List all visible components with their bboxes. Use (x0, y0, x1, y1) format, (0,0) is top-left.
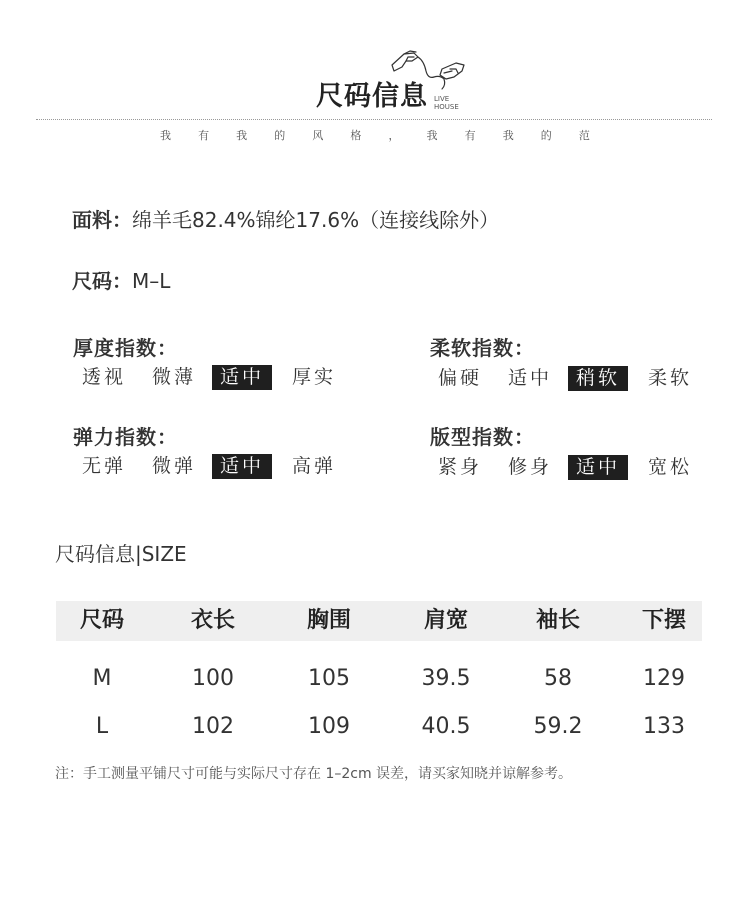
logo-text-line1: LIVE (434, 95, 450, 103)
logo-text (434, 95, 459, 111)
fabric-value: 绵羊毛82.4%锦纶17.6%（连接线除外） (132, 208, 500, 232)
slogan-char: 我 (160, 129, 171, 142)
logo-text-line2: HOUSE (434, 103, 459, 111)
table-cell: M (92, 666, 112, 691)
size-table-header-cell: 下摆 (641, 608, 686, 633)
table-cell: 109 (308, 714, 350, 739)
size-table-header-cell: 尺码 (79, 608, 124, 633)
size-table-header-cell: 胸围 (306, 608, 351, 633)
measurement-note: 注：手工测量平铺尺寸可能与实际尺寸存在 1–2cm 误差，请买家知晓并谅解参考。 (55, 766, 573, 782)
table-cell: 58 (544, 666, 572, 691)
slogan-char: 格 (350, 129, 362, 142)
thickness-option-selected: 适中 (212, 365, 272, 390)
elasticity-option: 高弹 (292, 455, 337, 477)
softness-option: 偏硬 (438, 367, 483, 389)
elasticity-index-title: 弹力指数： (73, 425, 178, 449)
slogan-char: 我 (502, 129, 514, 142)
table-cell: 59.2 (533, 714, 583, 739)
elasticity-option: 微弹 (152, 455, 197, 477)
table-cell: 39.5 (421, 666, 471, 691)
size-range-label: 尺码： (72, 269, 132, 293)
fit-option-selected: 适中 (568, 455, 628, 480)
softness-index-options (375, 366, 750, 394)
elasticity-index-options (0, 454, 375, 482)
softness-option-selected: 稍软 (568, 366, 628, 391)
fit-option: 紧身 (438, 456, 483, 478)
thickness-index-title: 厚度指数： (73, 336, 178, 360)
size-table-heading: 尺码信息|SIZE (55, 542, 187, 566)
softness-option: 柔软 (648, 367, 693, 389)
softness-index-title: 柔软指数： (430, 336, 535, 360)
slogan-char: 风 (312, 129, 324, 142)
thickness-index-options (0, 365, 375, 393)
thickness-option: 微薄 (152, 366, 197, 388)
table-cell: 40.5 (421, 714, 471, 739)
page-title: 尺码信息 (316, 81, 428, 112)
slogan-char: 我 (236, 129, 248, 142)
header-divider (36, 119, 712, 120)
slogan (160, 127, 590, 143)
table-cell: L (95, 714, 109, 739)
table-cell: 100 (192, 666, 234, 691)
slogan-char: ， (388, 129, 400, 142)
size-range-line (72, 268, 170, 294)
slogan-char: 的 (274, 129, 286, 142)
softness-option: 适中 (508, 367, 553, 389)
table-cell: 105 (308, 666, 350, 691)
table-cell: 129 (643, 666, 685, 691)
slogan-char: 有 (198, 129, 210, 142)
thickness-option: 透视 (82, 366, 127, 388)
slogan-char: 的 (540, 129, 552, 142)
fabric-label: 面料： (72, 208, 132, 232)
fabric-line (72, 207, 499, 233)
size-table-header-cell: 袖长 (535, 608, 580, 633)
fit-index-options (375, 455, 750, 483)
elasticity-option: 无弹 (82, 455, 127, 477)
slogan-char: 范 (578, 129, 590, 142)
size-table-header-cell: 衣长 (190, 608, 235, 633)
fit-option: 修身 (508, 456, 553, 478)
table-cell: 102 (192, 714, 234, 739)
fit-option: 宽松 (648, 456, 693, 478)
thickness-option: 厚实 (292, 366, 337, 388)
slogan-char: 我 (426, 129, 438, 142)
size-table-header-cell: 肩宽 (423, 608, 468, 633)
elasticity-option-selected: 适中 (212, 454, 272, 479)
size-range-value: M–L (132, 269, 171, 293)
table-cell: 133 (643, 714, 685, 739)
slogan-char: 有 (464, 129, 476, 142)
fit-index-title: 版型指数： (430, 425, 535, 449)
